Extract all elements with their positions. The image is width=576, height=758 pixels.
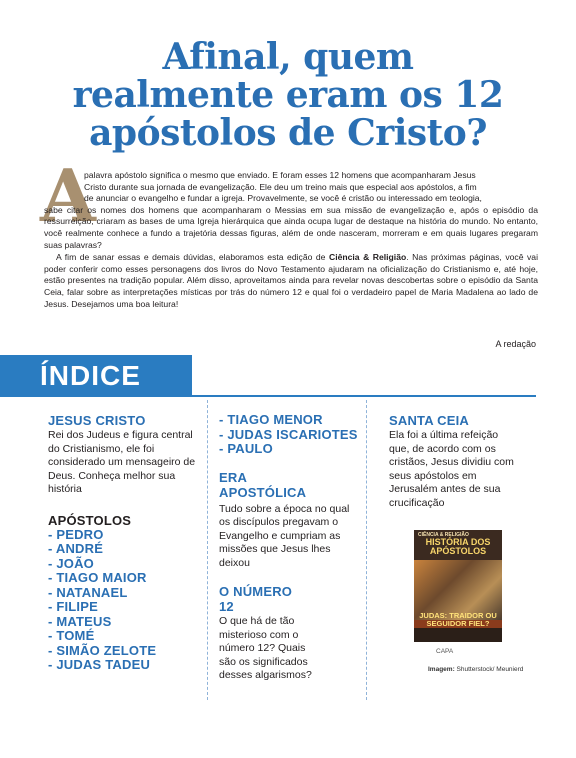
index-column-2 bbox=[219, 413, 359, 683]
index-column-3 bbox=[389, 413, 529, 510]
credit-label: Imagem: bbox=[428, 666, 455, 673]
apostolos-title: APÓSTOLOS bbox=[48, 512, 132, 528]
cover-brand: CIÊNCIA & RELIGIÃO bbox=[418, 532, 469, 538]
intro-p2-a: A fim de sanar essas e demais dúvidas, elaboramos esta edição de bbox=[56, 252, 329, 263]
title-line-3: apóstolos de Cristo? bbox=[89, 112, 487, 154]
credit-value: Shutterstock/ Meunierd bbox=[456, 666, 524, 673]
apostolos-list bbox=[48, 528, 200, 673]
numero-title-2: 12 bbox=[219, 599, 234, 614]
era-text: Tudo sobre a época no qual os discípulos pregavam o Evangelho e cumpriam as missões que Jesus lhes deixou bbox=[219, 502, 350, 569]
list-item: - JUDAS TADEU bbox=[48, 657, 151, 672]
jesus-text: Rei dos Judeus e figura central do Cristianismo, ele foi considerado um mensageiro de Deus. Conheça melhor sua história bbox=[48, 429, 196, 495]
column-divider-1 bbox=[207, 400, 208, 700]
numero-text: O que há de tão misterioso com o número 12? Quais são os significados desses algarismos? bbox=[219, 615, 312, 681]
intro-text bbox=[44, 170, 538, 310]
list-item: - TOMÉ bbox=[48, 628, 95, 643]
page-title bbox=[0, 38, 576, 152]
list-item: - TIAGO MAIOR bbox=[48, 570, 147, 585]
numero-title-1: O NÚMERO bbox=[219, 584, 293, 599]
list-item: - SIMÃO ZELOTE bbox=[48, 642, 157, 658]
image-credit bbox=[428, 666, 523, 674]
list-item: - PAULO bbox=[219, 441, 273, 456]
list-item: - JOÃO bbox=[48, 555, 94, 571]
intro-line-1: palavra apóstolo significa o mesmo que enviado. E foram esses 12 homens que acompanharam Jesus bbox=[84, 170, 476, 180]
list-item: - ANDRÉ bbox=[48, 541, 104, 556]
index-rule bbox=[40, 395, 536, 397]
list-item: - MATEUS bbox=[48, 613, 112, 629]
title-line-1: Afinal, quem bbox=[162, 36, 414, 78]
intro-line-2: Cristo durante sua jornada de evangelização. Ele deu um treino mais que especial aos apóstolos, a fim bbox=[84, 181, 477, 192]
ceia-text: Ela foi a última refeição que, de acordo com os cristãos, Jesus dividiu com seus apóstolos em Jerusalém antes de sua crucificação bbox=[389, 429, 514, 509]
intro-rest: sabe citar os nomes dos homens que acompanharam o Messias em sua missão de evangelização e, após o episódio da ressurreição, criaram as bases de uma Igreja hierárquica que ainda ocupa lugar de destaque na história do mundo. No entanto, você realmente conhece a fundo a trajetória dessas figuras, além de onde nasceram, morreram e em quais lugares pregaram suas palavras? bbox=[44, 204, 538, 250]
list-item: - JUDAS ISCARIOTES bbox=[219, 426, 358, 442]
era-title-1: ERA bbox=[219, 469, 248, 485]
intro-paragraph-1 bbox=[44, 170, 538, 251]
column-divider-2 bbox=[366, 400, 367, 700]
jesus-title: JESUS CRISTO bbox=[48, 413, 146, 428]
title-line-2: realmente eram os 12 bbox=[72, 74, 504, 116]
signature: A redação bbox=[495, 339, 536, 349]
cover-subtitle: JUDAS: TRAIDOR OU SEGUIDOR FIEL? bbox=[419, 611, 497, 628]
cover-bottom bbox=[414, 628, 502, 642]
index-column-1 bbox=[48, 413, 200, 673]
cover-title: HISTÓRIA DOS APÓSTOLOS bbox=[425, 537, 491, 556]
index-heading: ÍNDICE bbox=[40, 360, 141, 391]
list-item: - NATANAEL bbox=[48, 584, 128, 600]
era-title-2: APOSTÓLICA bbox=[219, 484, 307, 500]
intro-paragraph-2 bbox=[44, 252, 538, 310]
list-item: - TIAGO MENOR bbox=[219, 412, 323, 427]
intro-p2-b: . Nas próximas páginas, você vai poder conferir como esses personagens dos livros do Novo Testamento ajudaram na oficialização do Cristianismo e, até hoje, estão presentes na tradição popular. Além disso, aproveitamos ainda para revelar novas descobertas sobre o episódio da Santa Ceia, falar sobre as interpretações místicas por trás do número 12 e qual foi o verdadeiro papel de Maria Madalena ao lado de Jesus. Desejamos uma boa leitura! bbox=[44, 252, 538, 309]
intro-line-3: de anunciar o evangelho e fundar a igreja. Provavelmente, se você é cristão ou interessado em teologia, bbox=[84, 193, 482, 204]
list-item: - PEDRO bbox=[48, 526, 104, 542]
ceia-title: SANTA CEIA bbox=[389, 413, 469, 428]
list-item: - FILIPE bbox=[48, 599, 98, 614]
drop-cap: A bbox=[40, 153, 96, 238]
cover-caption: CAPA bbox=[436, 648, 454, 655]
magazine-name: Ciência & Religião bbox=[328, 252, 407, 263]
magazine-cover-image bbox=[414, 530, 502, 642]
